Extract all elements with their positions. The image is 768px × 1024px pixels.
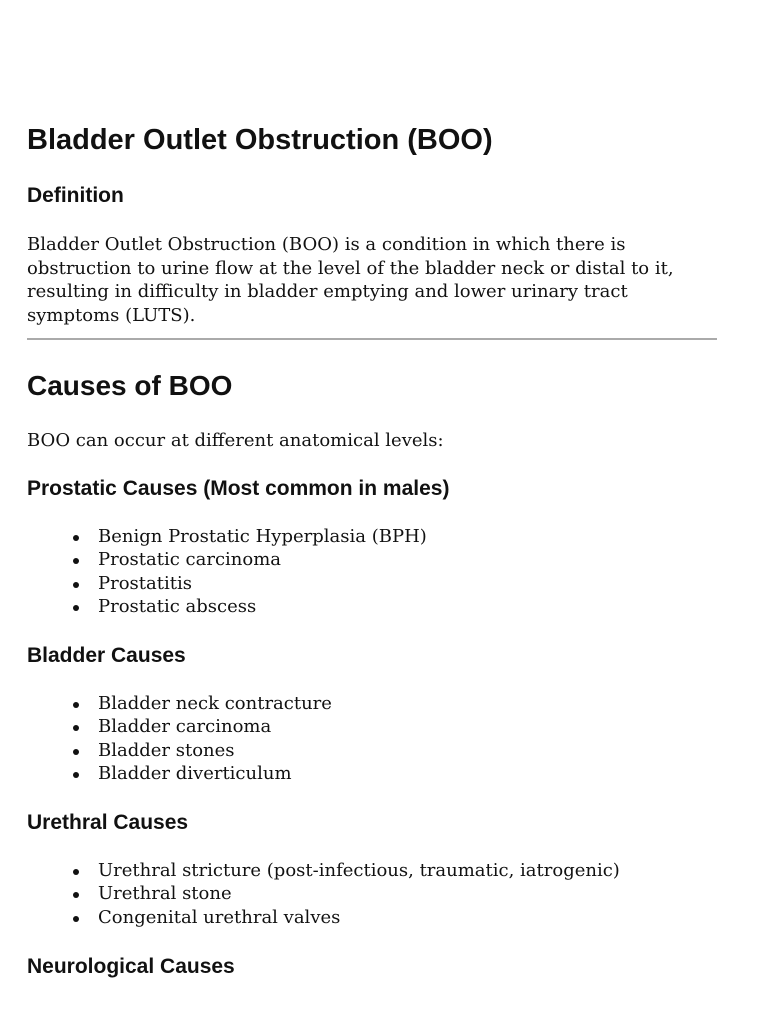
list-item-text: Congenital urethral valves: [98, 906, 341, 928]
list-item-text: Prostatic carcinoma: [98, 549, 282, 571]
list-item-text: Bladder stones: [98, 739, 235, 761]
section-divider: [27, 338, 717, 340]
causes-intro: BOO can occur at different anatomical levels:: [27, 430, 444, 451]
list-item: [27, 692, 717, 715]
list-item-text: Bladder diverticulum: [98, 763, 292, 785]
bullet-icon: [73, 916, 79, 922]
bullet-icon: [73, 535, 79, 541]
list-item: [27, 762, 717, 785]
bladder-causes-heading: Bladder Causes: [27, 644, 186, 667]
prostatic-causes-heading: Prostatic Causes (Most common in males): [27, 477, 450, 500]
list-item-text: Bladder carcinoma: [98, 716, 272, 738]
list-item-text: Urethral stone: [98, 883, 232, 905]
bullet-icon: [73, 558, 79, 564]
bullet-icon: [73, 725, 79, 731]
list-item: [27, 548, 717, 571]
urethral-causes-list: [27, 859, 717, 929]
list-item: [27, 525, 717, 548]
bullet-icon: [73, 772, 79, 778]
list-item-text: Urethral stricture (post-infectious, traumatic, iatrogenic): [98, 860, 620, 881]
bullet-icon: [73, 869, 79, 875]
list-item-text: Prostatic abscess: [98, 596, 257, 618]
neurological-causes-heading: Neurological Causes: [27, 955, 235, 978]
urethral-causes-heading: Urethral Causes: [27, 811, 189, 834]
list-item: [27, 906, 717, 929]
list-item: [27, 882, 717, 905]
list-item-text: Prostatitis: [98, 572, 192, 594]
bullet-icon: [73, 749, 79, 755]
causes-heading: Causes of BOO: [27, 370, 233, 401]
list-item: [27, 859, 717, 882]
list-item: [27, 715, 717, 738]
page-title: Bladder Outlet Obstruction (BOO): [27, 124, 493, 156]
list-item: [27, 572, 717, 595]
list-item: [27, 595, 717, 618]
list-item-text: Benign Prostatic Hyperplasia (BPH): [98, 526, 427, 547]
bullet-icon: [73, 582, 79, 588]
bladder-causes-list: [27, 692, 717, 786]
list-item-text: Bladder neck contracture: [98, 693, 332, 714]
bullet-icon: [73, 605, 79, 611]
definition-text: Bladder Outlet Obstruction (BOO) is a condition in which there is obstruction to urine flow at the level of the bladder neck or distal to it, resulting in difficulty in bladder emptying and lower urinary tract symptoms (LUTS).: [27, 234, 674, 326]
definition-heading: Definition: [27, 184, 124, 207]
bullet-icon: [73, 702, 79, 708]
list-item: [27, 739, 717, 762]
prostatic-causes-list: [27, 525, 717, 619]
bullet-icon: [73, 892, 79, 898]
